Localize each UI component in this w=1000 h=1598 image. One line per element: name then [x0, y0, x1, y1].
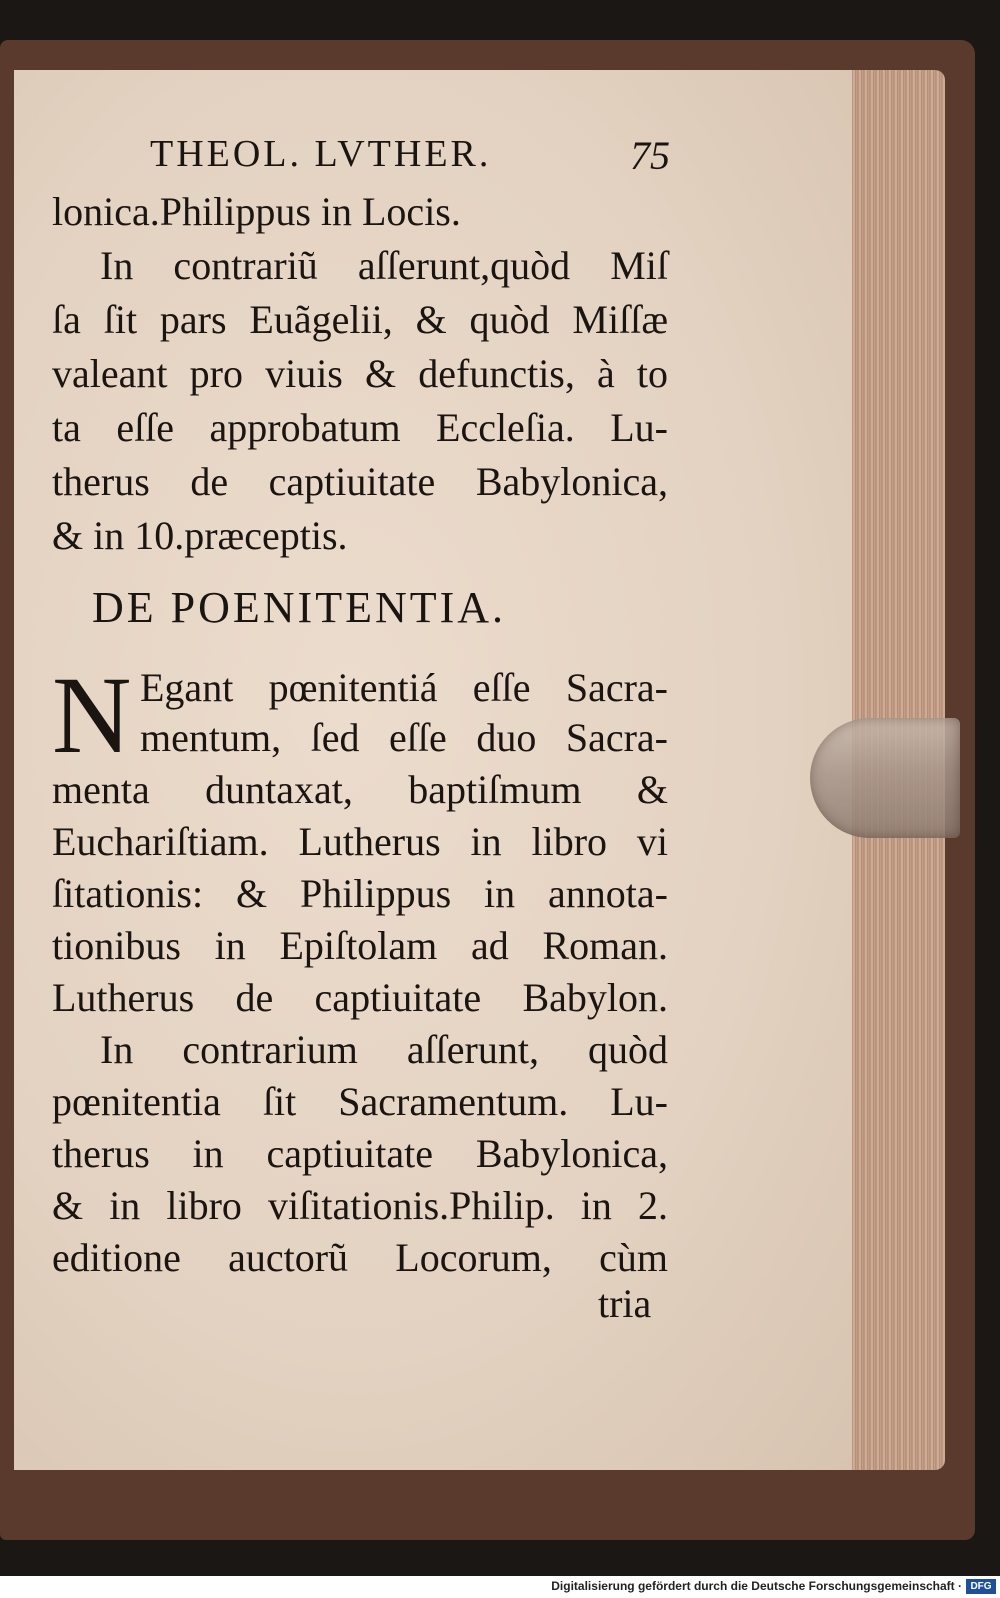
text-line: ſa ſit pars Euãgelii, & quòd Miſſæ: [52, 297, 668, 342]
catchword: tria: [598, 1281, 652, 1326]
text-line: tionibus in Epiſtolam ad Roman.: [52, 923, 668, 968]
text-line: editione auctorũ Locorum, cùm: [52, 1235, 668, 1280]
section-heading: DE POENITENTIA.: [92, 583, 507, 632]
drop-cap-initial: N: [52, 654, 132, 776]
text-line: In contrariũ aſſerunt,quòd Miſ: [100, 243, 668, 288]
book-clasp: [810, 718, 960, 838]
text-line: Euchariſtiam. Lutherus in libro vi: [52, 819, 668, 864]
text-line: therus de captiuitate Babylonica,: [52, 459, 668, 504]
text-line: Egant pœnitentiá eſſe Sacra-: [140, 665, 668, 710]
text-line: therus in captiuitate Babylonica,: [52, 1131, 668, 1176]
text-line: Lutherus de captiuitate Babylon.: [52, 975, 668, 1020]
text-line: pœnitentia ſit Sacramentum. Lu-: [52, 1079, 668, 1124]
footer-bar: [0, 1576, 1000, 1598]
text-line: & in 10.præceptis.: [52, 513, 348, 558]
text-line: valeant pro viuis & defunctis, à to: [52, 351, 668, 396]
dfg-logo: DFG: [966, 1579, 996, 1594]
page-header: [150, 132, 670, 182]
text-line: & in libro viſitationis.Philip. in 2.: [52, 1183, 668, 1228]
page-number: 75: [630, 133, 670, 178]
running-head: THEOL. LVTHER.: [150, 133, 492, 175]
text-line: menta duntaxat, baptiſmum &: [52, 767, 668, 812]
text-line: In contrarium aſſerunt, quòd: [100, 1027, 668, 1072]
text-line: ſitationis: & Philippus in annota-: [52, 871, 668, 916]
text-line: lonica.Philippus in Locis.: [52, 189, 461, 234]
text-line: ta eſſe approbatum Eccleſia. Lu-: [52, 405, 668, 450]
funding-credit: Digitalisierung gefördert durch die Deutsche Forschungsgemeinschaft ·: [551, 1579, 962, 1593]
text-line: mentum, ſed eſſe duo Sacra-: [140, 715, 668, 760]
